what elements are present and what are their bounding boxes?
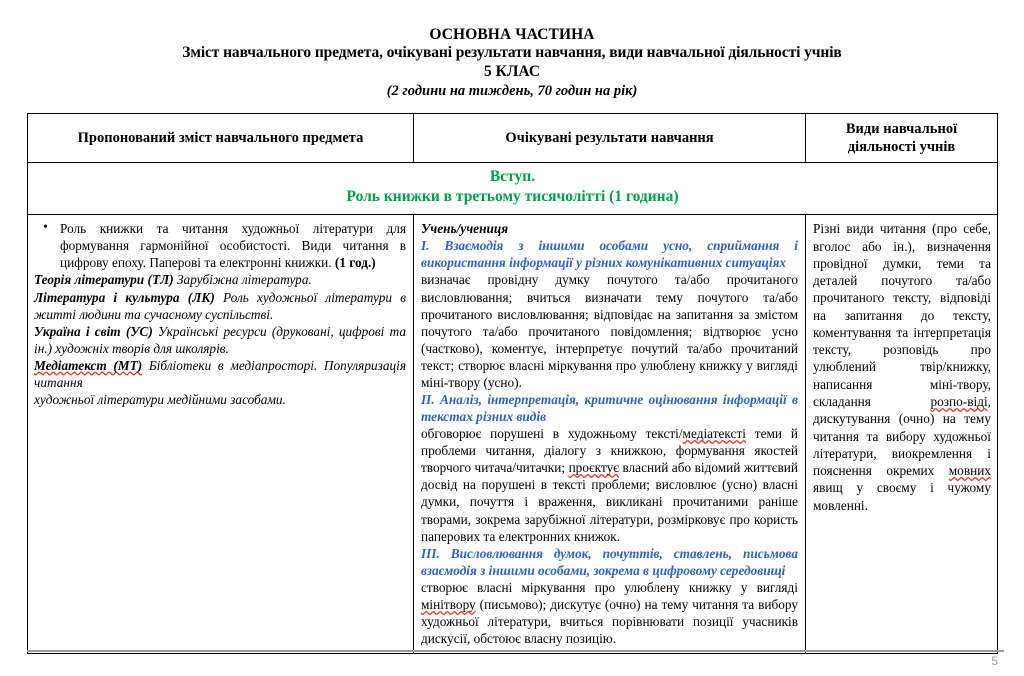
- document-subtitle: Зміст навчального предмета, очікувані результати навчання, види навчальної діяльності учнів: [182, 44, 842, 62]
- outcome-body-2: [421, 425, 798, 545]
- page-number: 5: [991, 654, 998, 668]
- term-tag-mt: Медіатекст (МТ): [34, 357, 143, 373]
- outcome-heading-3: III. Висловлювання думок, почуттів, ставлень, письмова взаємодія з іншими особами, зокрема в цифровому середовищі: [421, 545, 798, 578]
- list-item: [60, 220, 406, 271]
- term-text-us: Українські ресурси (друковані, цифрові та ін.) художніх творів для школярів.: [34, 323, 406, 356]
- activities-part2: , дискутування (очно) на тему читання та вибору художньої літератури, виокремлення і пояснення окремих: [813, 394, 991, 479]
- column-header-content: Пропонований зміст навчального предмета: [28, 113, 414, 162]
- term-tag-lk: Література і культура (ЛК): [34, 289, 215, 305]
- outcome-body-3-part1: створює власні міркування про улюблену книжку у вигляді: [421, 579, 798, 595]
- column-header-activities-line1: Види навчальної: [845, 120, 958, 137]
- cell-learning-activities: [806, 215, 998, 654]
- document-header: [0, 0, 1024, 100]
- footer-divider: [27, 650, 1004, 652]
- term-text-mt: Бібліотеки в медіапросторі. Популяризація читання: [34, 357, 406, 390]
- table-row: [28, 215, 998, 654]
- bullet-text: Роль книжки та читання художньої літератури для формування гармонійної особистості. Види читання в цифрову епоху. Паперові та електронні книжки.: [60, 221, 406, 271]
- cell-proposed-content: [28, 215, 414, 654]
- outcome-body-2-part2: теми й проблеми читання, діалогу з книжкою, формування якостей творчого читача/читачки;: [421, 426, 798, 476]
- column-header-outcomes: Очікувані результати навчання: [414, 113, 806, 162]
- term-line-mt: [34, 357, 406, 391]
- curriculum-table-wrapper: [27, 113, 997, 654]
- cell-expected-outcomes: [414, 215, 806, 654]
- document-title: ОСНОВНА ЧАСТИНА: [429, 26, 595, 43]
- term-tag-tl: Теорія літератури (ТЛ): [34, 272, 174, 288]
- outcome-body-3-misspelled-1: мінітвору: [421, 596, 476, 612]
- outcome-body-2-part1: обговорює порушені в художньому тексті/: [421, 426, 683, 442]
- outcome-body-3-part2: (письмово); дискутує (очно) на тему читання та вибору художньої літератури, вчиться порівнювати позиції учасників дискусії, обстоює власну позицію.: [421, 596, 798, 647]
- section-band-line1: Вступ.: [489, 167, 536, 185]
- term-text-tl: Зарубіжна література.: [176, 272, 312, 288]
- column-header-activities-line2: діяльності учнів: [847, 138, 956, 155]
- activities-text: [813, 220, 991, 514]
- activities-part3: явищ у своєму і чужому мовленні.: [813, 480, 991, 513]
- outcome-body-3: [421, 579, 798, 647]
- outcome-heading-2: II. Аналіз, інтерпретація, критичне оцінювання інформації в текстах різних видів: [421, 392, 798, 425]
- section-band-line2: Роль книжки в третьому тисячолітті (1 година): [346, 188, 679, 206]
- section-band: [28, 162, 998, 214]
- term-line-us: [34, 323, 406, 357]
- term-text-lk: Роль художньої літератури в житті людини та сучасному суспільстві.: [34, 289, 406, 322]
- document-grade: 5 КЛАС: [483, 62, 541, 80]
- document-hours: (2 години на тиждень, 70 годин на рік): [386, 82, 638, 99]
- activities-misspelled-2: мовних: [948, 463, 991, 479]
- outcome-body-2-misspelled-1: медіатексті: [682, 426, 746, 442]
- curriculum-table: [27, 113, 998, 654]
- outcome-body-1: визначає провідну думку почутого та/або прочитаного висловлювання; вчиться визначати тему почутого та/або прочитаного висловлювання; відповідає на запитання за змістом почутого та/або прочитаного повідомлення; відтворює усно (частково), коментує, інтерпретує почутий та/або прочитаний текст; створює власні міркування про улюблену книжку у вигляді міні-твору (усно).: [421, 272, 798, 390]
- column-header-activities: [806, 113, 998, 162]
- term-line-lk: [34, 289, 406, 323]
- term-line-tl: [34, 271, 406, 288]
- term-tag-us: Україна і світ (УС): [34, 323, 153, 339]
- term-tail: художньої літератури медійними засобами.: [34, 392, 286, 408]
- outcome-heading-1: I. Взаємодія з іншими особами усно, сприймання і використання інформації у різних комунікативних ситуаціях: [421, 238, 798, 271]
- content-bullet-list: [34, 220, 406, 271]
- outcome-body-2-part3: власний або відомий життєвий досвід на порушені в тексті проблеми; висловлює (усно) власні думки, почуття і враження, викликані прочитаними раніше творами, зокрема зарубіжної літератури, розмірковує про користь паперових та електронних книжок.: [421, 460, 798, 544]
- outcome-body-2-misspelled-2: проєктує: [568, 460, 619, 476]
- activities-misspelled-1: розпо-віді: [930, 394, 988, 410]
- table-header-row: [28, 113, 998, 162]
- activities-part1: Різні види читання (про себе, вголос або ін.), визначення провідної думки, теми та деталей почутого та/або прочитаного тексту, відповіді на запитання до тексту, коментування та інтерпретація тексту, розповідь про улюблений твір/книжку, написання міні-твору, складання: [813, 221, 991, 410]
- outcomes-lead: Учень/учениця: [421, 221, 509, 237]
- bullet-hours: (1 год.): [334, 255, 376, 271]
- section-band-row: [28, 162, 998, 214]
